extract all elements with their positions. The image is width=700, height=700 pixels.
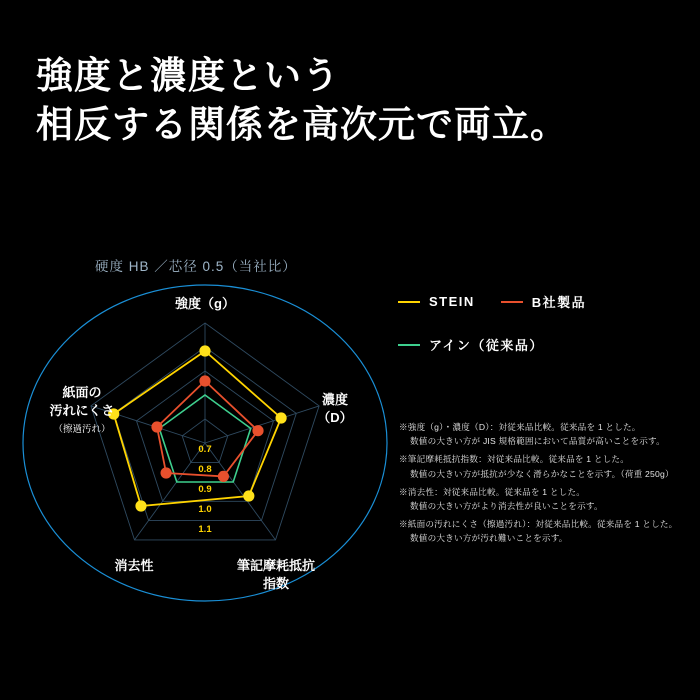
axis-label-smudge-line1: 紙面の [62, 385, 102, 400]
footnote-3-main: ※消去性：対従来品比較。従来品を 1 とした。 [399, 486, 586, 497]
footnote-1-sub: 数値の大きい方が JIS 規格範囲において品質が高いことを示す。 [410, 436, 665, 447]
footnote-4-main: ※紙面の汚れにくさ（擦過汚れ）：対従来品比較。従来品を 1 とした。 [399, 519, 678, 530]
radar-tick-labels [198, 444, 212, 535]
footnote-4 [399, 517, 691, 545]
axis-label-density-line2: （D） [317, 410, 353, 425]
headline [36, 52, 676, 150]
tick-label-2: 0.9 [198, 484, 212, 495]
tick-label-3: 1.0 [198, 504, 212, 515]
legend-swatch-stein [398, 301, 420, 303]
footnote-1 [399, 420, 691, 448]
footnote-2-main: ※筆記摩耗抵抗指数：対従来品比較。従来品を 1 とした。 [399, 454, 629, 465]
chart-legend [398, 292, 688, 378]
headline-line-1: 強度と濃度という [36, 55, 340, 96]
footnote-2 [399, 452, 691, 480]
chart-caption: 硬度 HB ／芯径 0.5（当社比） [95, 259, 297, 274]
axis-label-strength: 強度（g） [175, 296, 235, 311]
legend-row-1 [398, 292, 688, 311]
footnote-3-sub: 数値の大きい方がより消去性が良いことを示す。 [410, 500, 603, 511]
legend-label-ain: アイン（従来品） [429, 338, 544, 353]
axis-label-erase: 消去性 [114, 558, 154, 573]
axis-label-density-line1: 濃度 [321, 392, 349, 407]
legend-label-b: B社製品 [531, 295, 587, 310]
legend-label-stein: STEIN [429, 294, 475, 309]
legend-item-b [501, 292, 586, 311]
axis-label-wear-line2: 指数 [262, 576, 290, 591]
footnote-1-main: ※強度（g）・濃度（D）：対従来品比較。従来品を 1 とした。 [399, 422, 641, 432]
legend-item-ain [398, 335, 544, 354]
footnotes [399, 420, 691, 549]
legend-row-2 [398, 335, 688, 354]
tick-label-1: 0.8 [198, 464, 212, 475]
legend-swatch-b [501, 301, 523, 303]
headline-line-2: 相反する関係を高次元で両立。 [36, 103, 568, 145]
axis-label-smudge-line2: 汚れにくさ [49, 403, 115, 418]
footnote-4-sub: 数値の大きい方が汚れ難いことを示す。 [410, 533, 568, 544]
axis-label-smudge-line3: （擦過汚れ） [53, 424, 111, 435]
radar-chart [10, 280, 400, 640]
tick-label-4: 1.1 [198, 524, 212, 535]
legend-item-stein [398, 294, 475, 309]
axis-label-wear-line1: 筆記摩耗抵抗 [236, 558, 316, 573]
legend-swatch-ain [398, 344, 420, 346]
footnote-3 [399, 485, 691, 513]
footnote-2-sub: 数値の大きい方が抵抗が少なく滑らかなことを示す。（荷重 250g） [410, 468, 674, 479]
tick-label-0: 0.7 [198, 444, 212, 455]
